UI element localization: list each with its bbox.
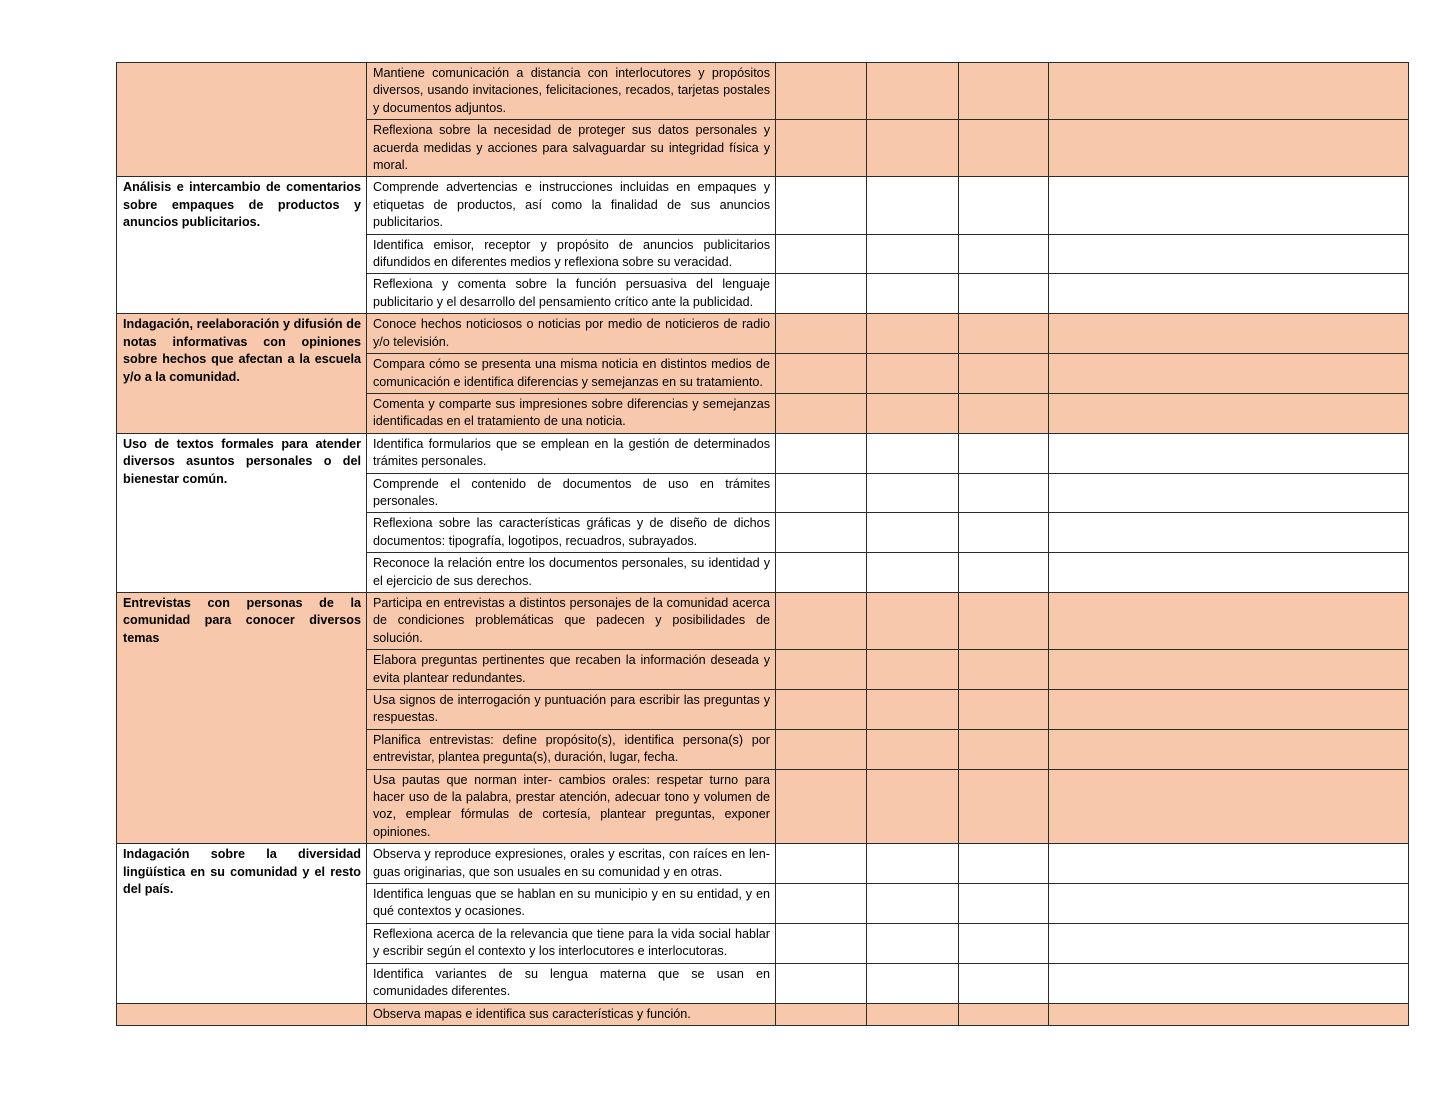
mark-cell-3[interactable] — [959, 473, 1049, 513]
mark-cell-3[interactable] — [959, 690, 1049, 730]
descriptor-cell: Usa pautas que norman inter- cambios orales: respetar turno para hacer uso de la palabra, prestar atención, adecuar tono y volumen de voz, emplear fórmulas de cortesía, plantear preguntas, exponer opiniones. — [367, 769, 776, 844]
descriptor-cell: Compara cómo se presenta una misma noticia en distintos medios de comunicación e identifica diferencias y semejanzas en su tratamiento. — [367, 354, 776, 394]
theme-cell — [117, 1003, 367, 1025]
mark-cell-1[interactable] — [776, 963, 867, 1003]
descriptor-cell: Observa y reproduce expresiones, orales y escritas, con raíces en len- guas originarias, que son usuales en su comunidad y en otras. — [367, 844, 776, 884]
descriptor-cell: Identifica formularios que se emplean en la gestión de determinados trámites personales. — [367, 433, 776, 473]
descriptor-cell: Reflexiona y comenta sobre la función persuasiva del lenguaje publicitario y el desarrollo del pensamiento crítico ante la publicidad. — [367, 274, 776, 314]
mark-cell-3[interactable] — [959, 769, 1049, 844]
mark-cell-1[interactable] — [776, 592, 867, 649]
table-row — [117, 63, 1409, 120]
table-row — [117, 314, 1409, 354]
descriptor-cell: Reflexiona sobre la necesidad de proteger sus datos personales y acuerda medidas y acciones para salvaguardar su integridad física y moral. — [367, 120, 776, 177]
mark-cell-2[interactable] — [867, 923, 959, 963]
mark-cell-1[interactable] — [776, 393, 867, 433]
descriptor-cell: Mantiene comunicación a distancia con interlocutores y propósitos diversos, usando invitaciones, felicitaciones, recados, tarjetas postales y documentos adjuntos. — [367, 63, 776, 120]
table-row — [117, 1003, 1409, 1025]
mark-cell-2[interactable] — [867, 650, 959, 690]
observations-cell[interactable] — [1049, 274, 1409, 314]
mark-cell-2[interactable] — [867, 729, 959, 769]
theme-cell: Entrevistas con personas de la comunidad para conocer diversos temas — [117, 592, 367, 843]
theme-cell: Indagación sobre la diversidad lingüística en su comunidad y el resto del país. — [117, 844, 367, 1003]
mark-cell-2[interactable] — [867, 314, 959, 354]
observations-cell[interactable] — [1049, 393, 1409, 433]
observations-cell[interactable] — [1049, 553, 1409, 593]
mark-cell-1[interactable] — [776, 177, 867, 234]
table-row — [117, 433, 1409, 473]
mark-cell-1[interactable] — [776, 769, 867, 844]
mark-cell-2[interactable] — [867, 473, 959, 513]
table-body — [117, 63, 1409, 1026]
observations-cell[interactable] — [1049, 963, 1409, 1003]
descriptor-cell: Reconoce la relación entre los documentos personales, su identidad y el ejercicio de sus derechos. — [367, 553, 776, 593]
descriptor-cell: Observa mapas e identifica sus características y función. — [367, 1003, 776, 1025]
descriptor-cell: Participa en entrevistas a distintos personajes de la comunidad acerca de condiciones problemáticas que padecen y posibilidades de solución. — [367, 592, 776, 649]
descriptor-cell: Elabora preguntas pertinentes que recaben la información deseada y evita plantear redundantes. — [367, 650, 776, 690]
mark-cell-1[interactable] — [776, 354, 867, 394]
mark-cell-3[interactable] — [959, 177, 1049, 234]
observations-cell[interactable] — [1049, 769, 1409, 844]
mark-cell-1[interactable] — [776, 1003, 867, 1025]
mark-cell-2[interactable] — [867, 433, 959, 473]
mark-cell-1[interactable] — [776, 553, 867, 593]
mark-cell-2[interactable] — [867, 844, 959, 884]
mark-cell-1[interactable] — [776, 690, 867, 730]
mark-cell-2[interactable] — [867, 553, 959, 593]
observations-cell[interactable] — [1049, 592, 1409, 649]
mark-cell-3[interactable] — [959, 274, 1049, 314]
mark-cell-2[interactable] — [867, 120, 959, 177]
observations-cell[interactable] — [1049, 314, 1409, 354]
descriptor-cell: Reflexiona acerca de la relevancia que tiene para la vida social hablar y escribir según el contexto y los interlocutores e interlocutoras. — [367, 923, 776, 963]
mark-cell-3[interactable] — [959, 393, 1049, 433]
mark-cell-2[interactable] — [867, 690, 959, 730]
mark-cell-3[interactable] — [959, 884, 1049, 924]
observations-cell[interactable] — [1049, 177, 1409, 234]
mark-cell-1[interactable] — [776, 433, 867, 473]
mark-cell-2[interactable] — [867, 592, 959, 649]
observations-cell[interactable] — [1049, 473, 1409, 513]
descriptor-cell: Comprende advertencias e instrucciones incluidas en empaques y etiquetas de productos, así como la finalidad de sus anuncios publicitarios. — [367, 177, 776, 234]
mark-cell-3[interactable] — [959, 513, 1049, 553]
mark-cell-3[interactable] — [959, 63, 1049, 120]
mark-cell-2[interactable] — [867, 963, 959, 1003]
mark-cell-3[interactable] — [959, 650, 1049, 690]
mark-cell-3[interactable] — [959, 729, 1049, 769]
table-row — [117, 844, 1409, 884]
mark-cell-2[interactable] — [867, 513, 959, 553]
mark-cell-1[interactable] — [776, 63, 867, 120]
descriptor-cell: Comprende el contenido de documentos de uso en trámites personales. — [367, 473, 776, 513]
descriptor-cell: Planifica entrevistas: define propósito(s), identifica persona(s) por entrevistar, plantea pregunta(s), duración, lugar, fecha. — [367, 729, 776, 769]
mark-cell-3[interactable] — [959, 553, 1049, 593]
descriptor-cell: Reflexiona sobre las características gráficas y de diseño de dichos documentos: tipografía, logotipos, recuadros, subrayados. — [367, 513, 776, 553]
observations-cell[interactable] — [1049, 234, 1409, 274]
mark-cell-1[interactable] — [776, 884, 867, 924]
descriptor-cell: Identifica lenguas que se hablan en su municipio y en su entidad, y en qué contextos y ocasiones. — [367, 884, 776, 924]
mark-cell-1[interactable] — [776, 650, 867, 690]
mark-cell-1[interactable] — [776, 513, 867, 553]
observations-cell[interactable] — [1049, 729, 1409, 769]
mark-cell-3[interactable] — [959, 354, 1049, 394]
mark-cell-1[interactable] — [776, 473, 867, 513]
mark-cell-3[interactable] — [959, 314, 1049, 354]
mark-cell-3[interactable] — [959, 120, 1049, 177]
theme-cell — [117, 63, 367, 177]
observations-cell[interactable] — [1049, 690, 1409, 730]
mark-cell-2[interactable] — [867, 234, 959, 274]
observations-cell[interactable] — [1049, 63, 1409, 120]
descriptor-cell: Identifica emisor, receptor y propósito de anuncios publicitarios difundidos en diferentes medios y reflexiona sobre su veracidad. — [367, 234, 776, 274]
mark-cell-1[interactable] — [776, 314, 867, 354]
observations-cell[interactable] — [1049, 923, 1409, 963]
mark-cell-3[interactable] — [959, 592, 1049, 649]
mark-cell-2[interactable] — [867, 354, 959, 394]
table-row — [117, 177, 1409, 234]
mark-cell-2[interactable] — [867, 769, 959, 844]
mark-cell-1[interactable] — [776, 274, 867, 314]
descriptor-cell: Conoce hechos noticiosos o noticias por medio de noticieros de radio y/o televisión. — [367, 314, 776, 354]
observations-cell[interactable] — [1049, 650, 1409, 690]
mark-cell-2[interactable] — [867, 63, 959, 120]
observations-cell[interactable] — [1049, 513, 1409, 553]
mark-cell-2[interactable] — [867, 884, 959, 924]
descriptor-cell: Identifica variantes de su lengua materna que se usan en comunidades diferentes. — [367, 963, 776, 1003]
observations-cell[interactable] — [1049, 1003, 1409, 1025]
mark-cell-3[interactable] — [959, 234, 1049, 274]
observations-cell[interactable] — [1049, 120, 1409, 177]
mark-cell-1[interactable] — [776, 120, 867, 177]
mark-cell-3[interactable] — [959, 923, 1049, 963]
observations-cell[interactable] — [1049, 844, 1409, 884]
assessment-table — [116, 62, 1409, 1026]
mark-cell-2[interactable] — [867, 177, 959, 234]
mark-cell-3[interactable] — [959, 433, 1049, 473]
observations-cell[interactable] — [1049, 884, 1409, 924]
mark-cell-2[interactable] — [867, 274, 959, 314]
observations-cell[interactable] — [1049, 433, 1409, 473]
mark-cell-3[interactable] — [959, 844, 1049, 884]
mark-cell-2[interactable] — [867, 393, 959, 433]
mark-cell-1[interactable] — [776, 844, 867, 884]
mark-cell-1[interactable] — [776, 729, 867, 769]
theme-cell: Indagación, reelaboración y difusión de notas informativas con opiniones sobre hechos que afectan a la escuela y/o a la comunidad. — [117, 314, 367, 433]
mark-cell-3[interactable] — [959, 963, 1049, 1003]
table-row — [117, 592, 1409, 649]
descriptor-cell: Comenta y comparte sus impresiones sobre diferencias y semejanzas identificadas en el tratamiento de una noticia. — [367, 393, 776, 433]
mark-cell-1[interactable] — [776, 923, 867, 963]
observations-cell[interactable] — [1049, 354, 1409, 394]
mark-cell-3[interactable] — [959, 1003, 1049, 1025]
mark-cell-1[interactable] — [776, 234, 867, 274]
theme-cell: Análisis e intercambio de comentarios sobre empaques de productos y anuncios publicitarios. — [117, 177, 367, 314]
theme-cell: Uso de textos formales para atender diversos asuntos personales o del bienestar común. — [117, 433, 367, 592]
mark-cell-2[interactable] — [867, 1003, 959, 1025]
descriptor-cell: Usa signos de interrogación y puntuación para escribir las preguntas y respuestas. — [367, 690, 776, 730]
